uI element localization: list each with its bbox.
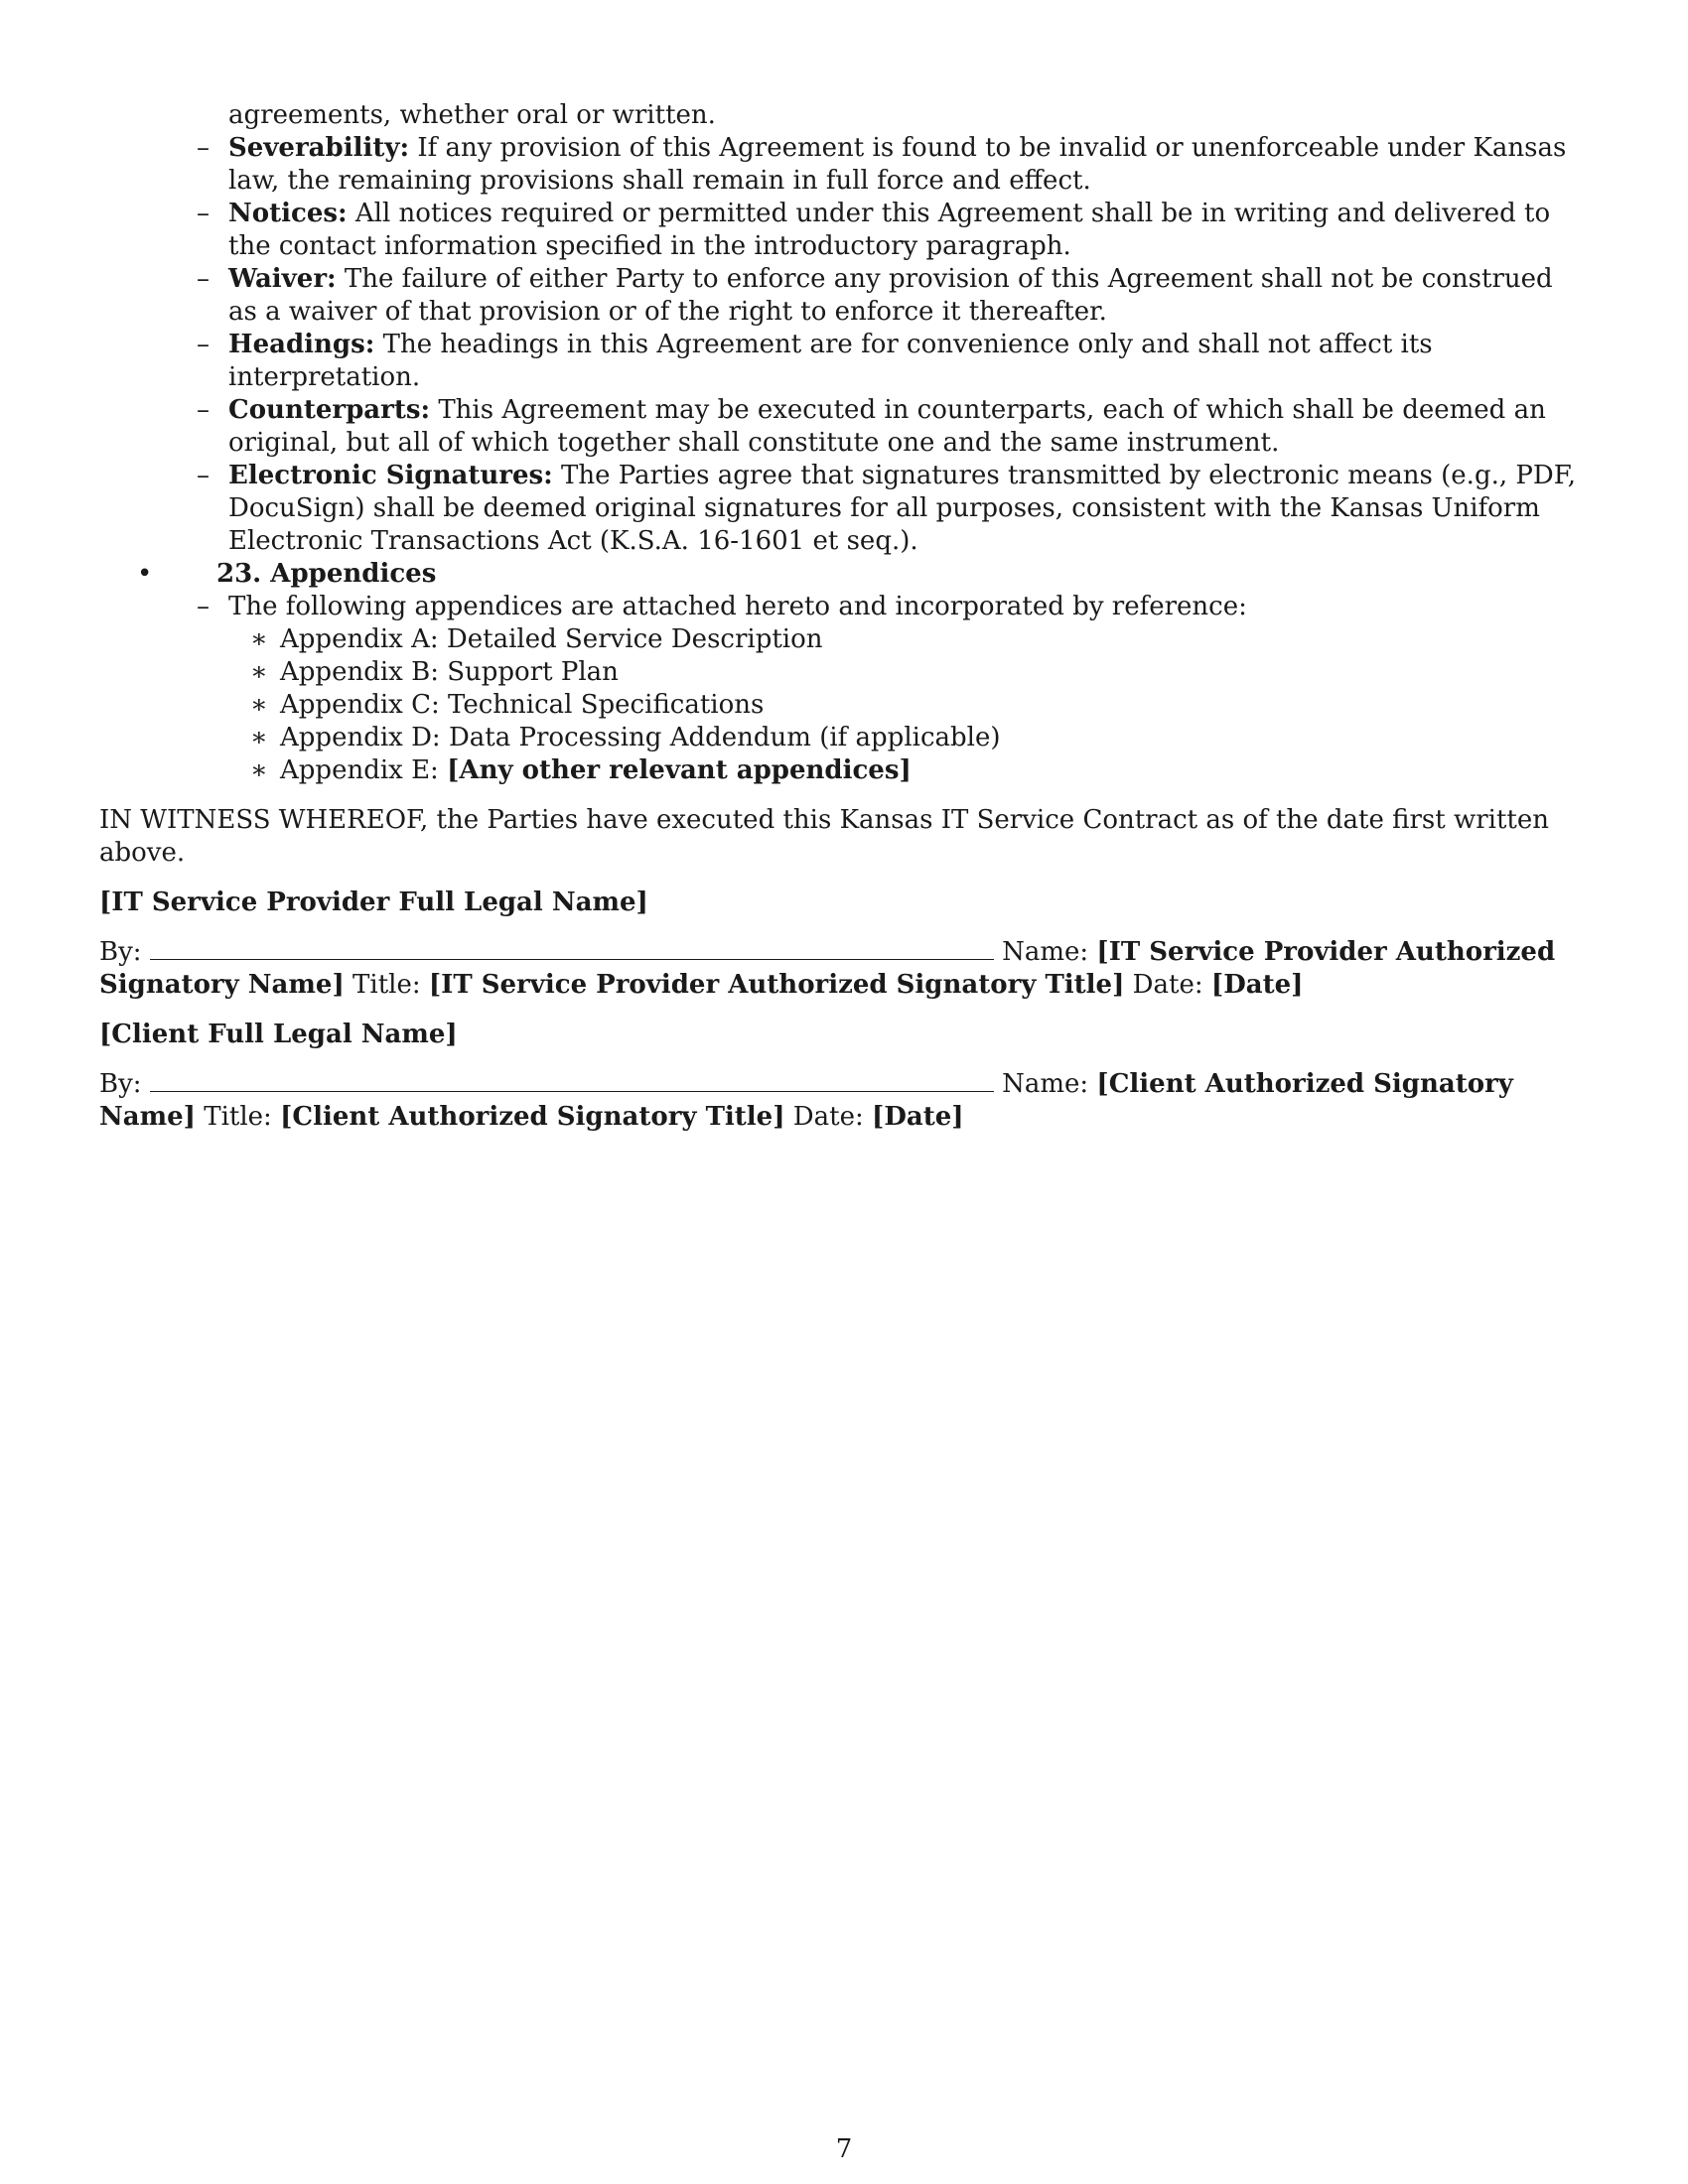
appendix-label: Appendix A: Detailed Service Description [280, 624, 823, 654]
clause-electronic-signatures [197, 460, 1589, 558]
star-marker: ∗ [250, 690, 268, 720]
clause-text: This Agreement may be executed in counterparts, each of which shall be deemed an original, but all of which together shall constitute one and the same instrument. [228, 395, 1546, 458]
appendix-intro-text: The following appendices are attached hereto and incorporated by reference: [228, 592, 1247, 621]
clause-headings [197, 329, 1589, 394]
by-label: By: [99, 937, 142, 967]
clause-severability [197, 132, 1589, 198]
name-label: Name: [1002, 937, 1089, 967]
bullet-marker: • [137, 559, 153, 589]
appendix-item-a [250, 623, 1589, 656]
dash-marker: – [197, 199, 210, 228]
star-marker: ∗ [250, 657, 268, 687]
clause-text: All notices required or permitted under this Agreement shall be in writing and delivered to the contact information specified in the introductory paragraph. [228, 199, 1551, 261]
star-marker: ∗ [250, 755, 268, 785]
clause-term: Waiver: [228, 264, 337, 294]
appendix-label: Appendix C: Technical Specifications [280, 690, 765, 720]
section-heading: 23. Appendices [216, 559, 437, 589]
clause-list [99, 132, 1589, 558]
title-label: Title: [352, 970, 421, 1000]
provider-legal-name: [IT Service Provider Full Legal Name] [99, 887, 648, 917]
appendix-intro [197, 591, 1589, 623]
clause-continuation: agreements, whether oral or written. [228, 100, 716, 130]
provider-signature-block [99, 936, 1589, 1002]
appendix-label: Appendix B: Support Plan [280, 657, 619, 687]
appendix-item-b [250, 656, 1589, 689]
client-date: [Date] [872, 1102, 964, 1132]
date-label: Date: [1132, 970, 1203, 1000]
client-name-block [99, 1019, 1589, 1051]
appendix-placeholder: [Any other relevant appendices] [447, 755, 912, 785]
provider-signatory-name: [IT Service Provider Authorized Signatory Name] [99, 937, 1556, 1000]
clause-term: Counterparts: [228, 395, 431, 425]
provider-signature-line[interactable] [150, 937, 994, 960]
provider-date: [Date] [1210, 970, 1304, 1000]
appendix-label: Appendix E: [280, 755, 448, 785]
appendix-label: Appendix D: Data Processing Addendum (if applicable) [280, 723, 1001, 752]
clause-waiver [197, 263, 1589, 329]
star-marker: ∗ [250, 624, 268, 654]
clause-text: The headings in this Agreement are for convenience only and shall not affect its interpretation. [228, 330, 1433, 392]
name-label: Name: [1002, 1069, 1089, 1099]
dash-marker: – [197, 592, 210, 621]
clause-text: The failure of either Party to enforce any provision of this Agreement shall not be construed as a waiver of that provision or of the right to enforce it thereafter. [228, 264, 1553, 327]
client-legal-name: [Client Full Legal Name] [99, 1020, 458, 1049]
client-signatory-name: [Client Authorized Signatory Name] [99, 1069, 1513, 1132]
date-label: Date: [792, 1102, 864, 1132]
clause-text: The Parties agree that signatures transmitted by electronic means (e.g., PDF, DocuSign) shall be deemed original signatures for all purposes, consistent with the Kansas Uniform Electronic Transactions Act (K.S.A. 16-1601 et seq.). [228, 461, 1576, 556]
star-marker: ∗ [250, 723, 268, 752]
appendix-item-d [250, 722, 1589, 754]
section-23 [99, 558, 1589, 591]
dash-marker: – [197, 264, 210, 294]
appendix-item-e [250, 754, 1589, 787]
dash-marker: – [197, 330, 210, 359]
page-number: 7 [835, 2134, 853, 2164]
document-page [99, 99, 1589, 1134]
appendix-intro-list [99, 591, 1589, 623]
provider-name-block [99, 887, 1589, 919]
dash-marker: – [197, 395, 210, 425]
appendix-list [99, 623, 1589, 787]
clause-notices [197, 198, 1589, 263]
provider-signatory-title: [IT Service Provider Authorized Signatory Title] [428, 970, 1125, 1000]
witness-clause: IN WITNESS WHEREOF, the Parties have executed this Kansas IT Service Contract as of the date first written above. [99, 805, 1549, 868]
clause-term: Electronic Signatures: [228, 461, 553, 490]
by-label: By: [99, 1069, 142, 1099]
title-label: Title: [204, 1102, 272, 1132]
clause-term: Notices: [228, 199, 348, 228]
client-signature-block [99, 1068, 1589, 1134]
dash-marker: – [197, 133, 210, 163]
client-signatory-title: [Client Authorized Signatory Title] [280, 1102, 785, 1132]
appendix-item-c [250, 689, 1589, 722]
clause-term: Severability: [228, 133, 410, 163]
client-signature-line[interactable] [150, 1069, 994, 1092]
clause-text: If any provision of this Agreement is found to be invalid or unenforceable under Kansas law, the remaining provisions shall remain in full force and effect. [228, 133, 1567, 196]
dash-marker: – [197, 461, 210, 490]
clause-counterparts [197, 394, 1589, 460]
clause-term: Headings: [228, 330, 375, 359]
